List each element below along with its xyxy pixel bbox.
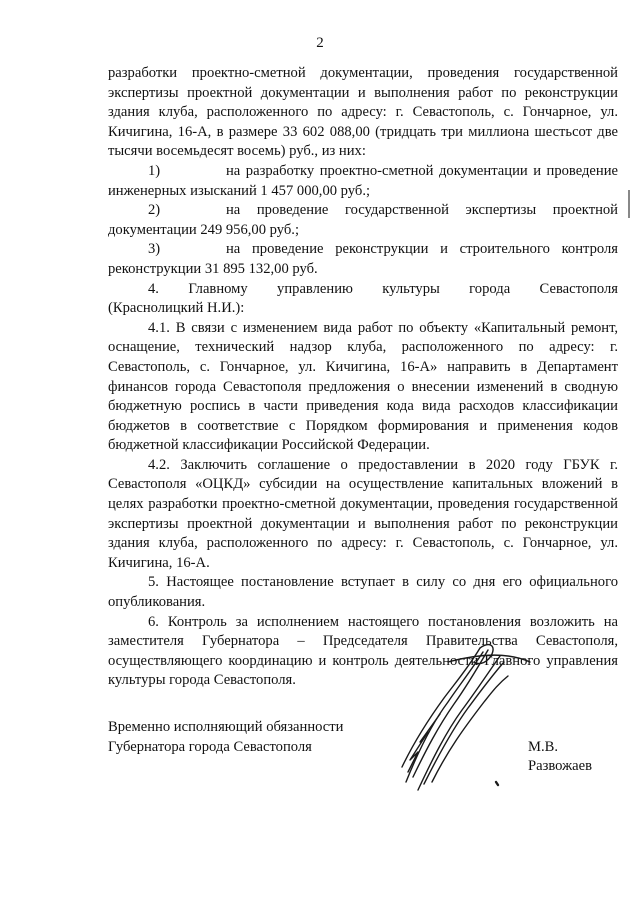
paragraph-4-1: 4.1. В связи с изменением вида работ по объекту «Капитальный ремонт, оснащение, технический надзор клуба, расположенного по адресу: г. Севастополь, с. Гончарное, ул. Кичигина, 16-А» направить в Департамент финансов города Севастополя предложения о внесении изменений в сводную бюджетную роспись в части приведения кода вида расходов классификации бюджетов в соответствие с Порядком формирования и применения кодов бюджетной классификации Российской Федерации. (108, 319, 618, 454)
list-item-1-continuation: инженерных изысканий 1 457 000,00 руб.; (108, 182, 371, 199)
signatory-title-line-2: Губернатора города Севастополя (108, 738, 312, 755)
signatory-name: М.В. Развожаев (528, 738, 593, 775)
page-number: 2 (316, 35, 324, 51)
handwritten-signature (388, 632, 538, 802)
list-item-2-continuation: документации 249 956,00 руб.; (108, 221, 300, 238)
list-item-3-continuation: реконструкции 31 895 132,00 руб. (108, 260, 318, 277)
list-item-3-text: на проведение реконструкции и строительного контроля (226, 241, 618, 258)
list-item-1 (108, 162, 618, 201)
list-item-3 (108, 240, 618, 279)
list-item-1-number: 1) (148, 162, 161, 179)
document-body (108, 64, 618, 691)
intro-paragraph: разработки проектно-сметной документации, проведения государственной экспертизы проектной документации и выполнения работ по реконструкции здания клуба, расположенного по адресу: г. Севастополь, с. Гончарное, ул. Кичигина, 16-А, в размере 33 602 088,00 (тридцать три миллиона шестьсот две тысячи восемьдесят восемь) руб., из них: (108, 65, 618, 160)
paragraph-4-heading-continuation: (Краснолицкий Н.И.): (108, 300, 245, 317)
list-item-2-number: 2) (148, 202, 161, 219)
paragraph-4-heading: 4. Главному управлению культуры города Севастополя (148, 280, 618, 297)
list-item-1-text: на разработку проектно-сметной документации и проведение (226, 162, 618, 179)
paragraph-6: 6. Контроль за исполнением настоящего постановления возложить на заместителя Губернатора – Председателя Правительства Севастополя, осуществляющего координацию и контроль деятельности Главного управления культуры города Севастополя. (108, 613, 618, 689)
paragraph-4 (108, 280, 618, 319)
list-item-3-number: 3) (148, 241, 161, 258)
signature-block (108, 718, 618, 775)
signatory-title-line-1: Временно исполняющий обязанности (108, 719, 344, 735)
paragraph-4-2: 4.2. Заключить соглашение о предоставлении в 2020 году ГБУК г. Севастополя «ОЦКД» субсидии на осуществление капитальных вложений в целях разработки проектно-сметной документации, проведения государственной экспертизы проектной документации и выполнения работ по реконструкции здания клуба, расположенного по адресу: г. Севастополь, с. Гончарное, ул. Кичигина, 16-А. (108, 456, 618, 571)
scan-edge-mark (628, 190, 630, 218)
list-item-2 (108, 201, 618, 240)
list-item-2-text: на проведение государственной экспертизы проектной (226, 202, 618, 219)
paragraph-5: 5. Настоящее постановление вступает в силу со дня его официального опубликования. (108, 574, 618, 611)
